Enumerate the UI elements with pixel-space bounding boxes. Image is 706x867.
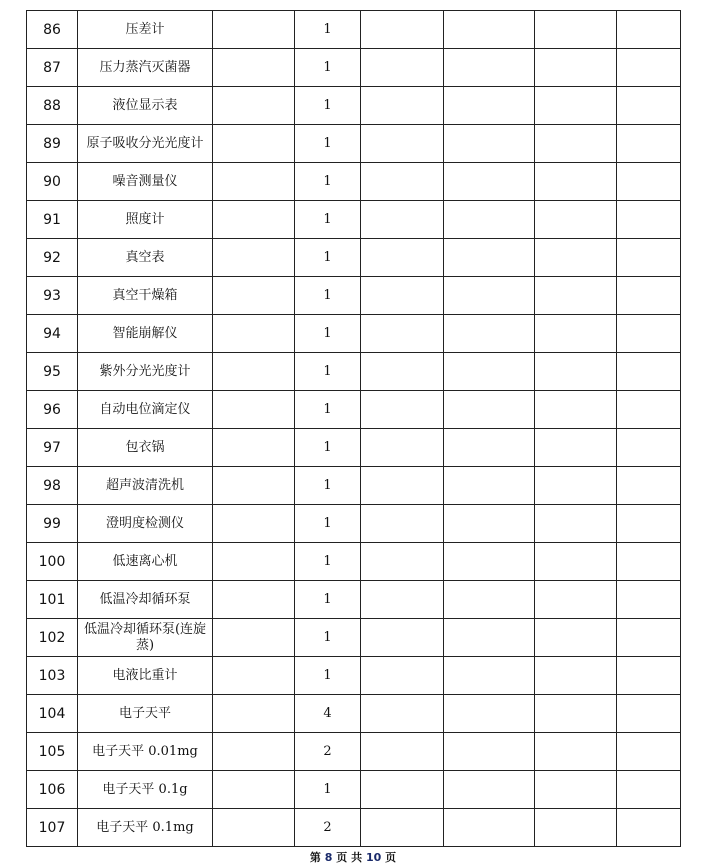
blank-cell — [361, 543, 444, 581]
blank-cell — [213, 239, 295, 277]
item-name: 照度计 — [78, 201, 213, 239]
quantity: 1 — [295, 87, 361, 125]
blank-cell — [617, 695, 681, 733]
table-row — [27, 467, 681, 505]
blank-cell — [213, 467, 295, 505]
table-row — [27, 163, 681, 201]
row-number: 103 — [27, 657, 78, 695]
blank-cell — [617, 809, 681, 847]
blank-cell — [213, 49, 295, 87]
blank-cell — [444, 391, 535, 429]
table-row — [27, 49, 681, 87]
quantity: 1 — [295, 315, 361, 353]
blank-cell — [535, 125, 617, 163]
blank-cell — [444, 657, 535, 695]
quantity: 1 — [295, 467, 361, 505]
blank-cell — [444, 581, 535, 619]
blank-cell — [213, 809, 295, 847]
blank-cell — [617, 315, 681, 353]
blank-cell — [617, 391, 681, 429]
blank-cell — [444, 695, 535, 733]
item-name: 电子天平 0.1g — [78, 771, 213, 809]
table-row — [27, 657, 681, 695]
blank-cell — [444, 809, 535, 847]
blank-cell — [617, 11, 681, 49]
footer-mid: 页 共 — [336, 851, 363, 864]
item-name: 原子吸收分光光度计 — [78, 125, 213, 163]
item-name: 电子天平 0.1mg — [78, 809, 213, 847]
table-row — [27, 505, 681, 543]
item-name: 澄明度检测仪 — [78, 505, 213, 543]
quantity: 2 — [295, 733, 361, 771]
quantity: 1 — [295, 49, 361, 87]
item-name: 包衣锅 — [78, 429, 213, 467]
blank-cell — [617, 49, 681, 87]
table-row — [27, 771, 681, 809]
blank-cell — [213, 771, 295, 809]
blank-cell — [617, 353, 681, 391]
blank-cell — [213, 505, 295, 543]
blank-cell — [213, 201, 295, 239]
table-row — [27, 809, 681, 847]
row-number: 102 — [27, 619, 78, 657]
row-number: 98 — [27, 467, 78, 505]
blank-cell — [444, 467, 535, 505]
table-row — [27, 733, 681, 771]
blank-cell — [361, 125, 444, 163]
blank-cell — [617, 125, 681, 163]
item-name: 紫外分光光度计 — [78, 353, 213, 391]
row-number: 93 — [27, 277, 78, 315]
blank-cell — [444, 239, 535, 277]
blank-cell — [617, 733, 681, 771]
blank-cell — [535, 733, 617, 771]
row-number: 91 — [27, 201, 78, 239]
blank-cell — [535, 771, 617, 809]
item-name: 真空干燥箱 — [78, 277, 213, 315]
blank-cell — [213, 695, 295, 733]
table-body — [27, 11, 681, 847]
table-row — [27, 429, 681, 467]
quantity: 1 — [295, 163, 361, 201]
blank-cell — [361, 239, 444, 277]
blank-cell — [444, 315, 535, 353]
row-number: 92 — [27, 239, 78, 277]
item-name: 电液比重计 — [78, 657, 213, 695]
row-number: 87 — [27, 49, 78, 87]
blank-cell — [361, 277, 444, 315]
blank-cell — [213, 125, 295, 163]
blank-cell — [535, 163, 617, 201]
blank-cell — [535, 581, 617, 619]
row-number: 107 — [27, 809, 78, 847]
blank-cell — [361, 505, 444, 543]
table-row — [27, 353, 681, 391]
blank-cell — [361, 315, 444, 353]
blank-cell — [213, 581, 295, 619]
row-number: 90 — [27, 163, 78, 201]
blank-cell — [617, 277, 681, 315]
quantity: 1 — [295, 11, 361, 49]
item-name: 低速离心机 — [78, 543, 213, 581]
quantity: 1 — [295, 771, 361, 809]
blank-cell — [535, 543, 617, 581]
blank-cell — [213, 429, 295, 467]
table-row — [27, 581, 681, 619]
blank-cell — [213, 11, 295, 49]
quantity: 1 — [295, 657, 361, 695]
table-row — [27, 695, 681, 733]
item-name: 噪音测量仪 — [78, 163, 213, 201]
blank-cell — [444, 201, 535, 239]
row-number: 88 — [27, 87, 78, 125]
total-pages: 10 — [365, 851, 382, 864]
item-name: 液位显示表 — [78, 87, 213, 125]
blank-cell — [617, 619, 681, 657]
quantity: 1 — [295, 201, 361, 239]
blank-cell — [361, 163, 444, 201]
blank-cell — [617, 467, 681, 505]
blank-cell — [444, 429, 535, 467]
item-name: 自动电位滴定仪 — [78, 391, 213, 429]
table-row — [27, 239, 681, 277]
blank-cell — [444, 505, 535, 543]
quantity: 1 — [295, 239, 361, 277]
row-number: 86 — [27, 11, 78, 49]
blank-cell — [361, 733, 444, 771]
blank-cell — [361, 201, 444, 239]
blank-cell — [361, 695, 444, 733]
item-name: 智能崩解仪 — [78, 315, 213, 353]
blank-cell — [535, 619, 617, 657]
blank-cell — [213, 733, 295, 771]
row-number: 94 — [27, 315, 78, 353]
table-row — [27, 277, 681, 315]
blank-cell — [617, 429, 681, 467]
blank-cell — [213, 315, 295, 353]
blank-cell — [444, 87, 535, 125]
item-name: 真空表 — [78, 239, 213, 277]
blank-cell — [535, 353, 617, 391]
page-footer — [0, 849, 706, 865]
item-name: 电子天平 — [78, 695, 213, 733]
blank-cell — [617, 581, 681, 619]
blank-cell — [617, 239, 681, 277]
blank-cell — [361, 657, 444, 695]
blank-cell — [535, 695, 617, 733]
quantity: 1 — [295, 429, 361, 467]
blank-cell — [535, 277, 617, 315]
blank-cell — [361, 353, 444, 391]
blank-cell — [444, 619, 535, 657]
blank-cell — [535, 809, 617, 847]
blank-cell — [535, 201, 617, 239]
blank-cell — [535, 49, 617, 87]
table-row — [27, 125, 681, 163]
blank-cell — [361, 581, 444, 619]
current-page: 8 — [324, 851, 333, 864]
item-name: 低温冷却循环泵(连旋蒸) — [78, 619, 213, 657]
row-number: 96 — [27, 391, 78, 429]
item-name: 低温冷却循环泵 — [78, 581, 213, 619]
row-number: 100 — [27, 543, 78, 581]
blank-cell — [361, 49, 444, 87]
blank-cell — [444, 11, 535, 49]
table-row — [27, 619, 681, 657]
blank-cell — [535, 505, 617, 543]
blank-cell — [617, 771, 681, 809]
blank-cell — [535, 391, 617, 429]
quantity: 1 — [295, 125, 361, 163]
row-number: 106 — [27, 771, 78, 809]
blank-cell — [535, 239, 617, 277]
blank-cell — [361, 467, 444, 505]
quantity: 1 — [295, 391, 361, 429]
table-row — [27, 11, 681, 49]
row-number: 97 — [27, 429, 78, 467]
blank-cell — [535, 87, 617, 125]
blank-cell — [535, 657, 617, 695]
blank-cell — [617, 505, 681, 543]
blank-cell — [361, 771, 444, 809]
blank-cell — [617, 163, 681, 201]
item-name: 压力蒸汽灭菌器 — [78, 49, 213, 87]
table-row — [27, 391, 681, 429]
blank-cell — [444, 125, 535, 163]
quantity: 2 — [295, 809, 361, 847]
blank-cell — [617, 657, 681, 695]
row-number: 89 — [27, 125, 78, 163]
footer-prefix: 第 — [309, 851, 321, 864]
quantity: 1 — [295, 505, 361, 543]
blank-cell — [213, 353, 295, 391]
blank-cell — [213, 163, 295, 201]
blank-cell — [213, 277, 295, 315]
quantity: 1 — [295, 619, 361, 657]
blank-cell — [444, 49, 535, 87]
footer-suffix: 页 — [385, 851, 397, 864]
quantity: 1 — [295, 543, 361, 581]
table-row — [27, 87, 681, 125]
blank-cell — [617, 543, 681, 581]
row-number: 104 — [27, 695, 78, 733]
item-name: 超声波清洗机 — [78, 467, 213, 505]
row-number: 95 — [27, 353, 78, 391]
blank-cell — [444, 353, 535, 391]
blank-cell — [444, 771, 535, 809]
blank-cell — [213, 87, 295, 125]
blank-cell — [361, 391, 444, 429]
item-name: 电子天平 0.01mg — [78, 733, 213, 771]
blank-cell — [617, 201, 681, 239]
quantity: 1 — [295, 581, 361, 619]
row-number: 99 — [27, 505, 78, 543]
blank-cell — [361, 429, 444, 467]
blank-cell — [617, 87, 681, 125]
blank-cell — [444, 733, 535, 771]
blank-cell — [444, 163, 535, 201]
blank-cell — [535, 11, 617, 49]
quantity: 1 — [295, 353, 361, 391]
blank-cell — [213, 543, 295, 581]
blank-cell — [213, 657, 295, 695]
equipment-table — [26, 10, 681, 847]
quantity: 4 — [295, 695, 361, 733]
blank-cell — [535, 429, 617, 467]
blank-cell — [361, 87, 444, 125]
blank-cell — [444, 543, 535, 581]
blank-cell — [213, 619, 295, 657]
blank-cell — [213, 391, 295, 429]
blank-cell — [361, 619, 444, 657]
item-name: 压差计 — [78, 11, 213, 49]
blank-cell — [444, 277, 535, 315]
blank-cell — [361, 11, 444, 49]
table-row — [27, 201, 681, 239]
blank-cell — [361, 809, 444, 847]
row-number: 105 — [27, 733, 78, 771]
table-row — [27, 543, 681, 581]
row-number: 101 — [27, 581, 78, 619]
table-row — [27, 315, 681, 353]
blank-cell — [535, 467, 617, 505]
blank-cell — [535, 315, 617, 353]
quantity: 1 — [295, 277, 361, 315]
